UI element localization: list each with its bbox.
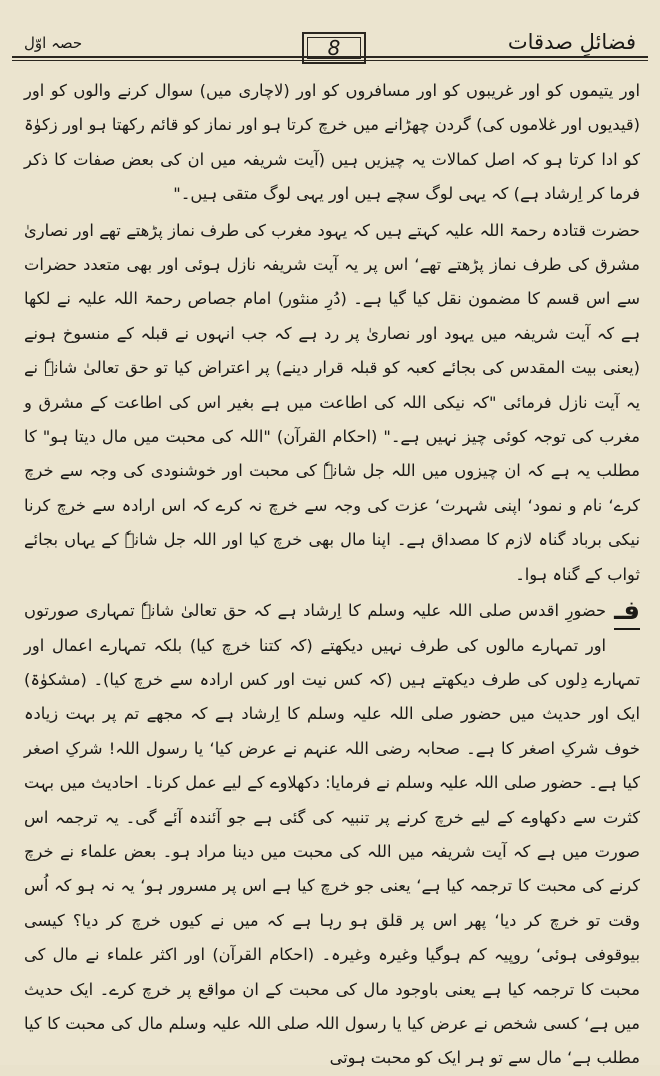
page-number: 8	[302, 32, 366, 64]
header-rule-thin	[12, 60, 648, 61]
page-header	[10, 14, 648, 70]
book-title: فضائلِ صدقات	[507, 30, 636, 54]
paragraph-2	[24, 214, 640, 592]
body-text	[24, 74, 640, 1076]
header-rule	[12, 56, 648, 58]
fa-label: فـ	[614, 594, 640, 630]
paragraph-3-text: حضورِ اقدس صلی اللہ علیہ وسلم کا اِرشاد ہے کہ حق تعالیٰ شانہٗ تمہاری صورتوں اور تمہارے مالوں کی طرف نہیں دیکھتے (کہ کتنا خرچ کیا) بلکہ تمہارے اعمال اور تمہارے دِلوں کی طرف دیکھتے ہیں (کہ کس نیت اور کس ارادہ سے خرچ کیا)۔ (مشکوٰۃ) ایک اور حدیث میں حضور صلی اللہ علیہ وسلم کا اِرشاد ہے کہ مجھے تم پر بہت زیادہ خوف شرکِ اصغر کا ہے۔ صحابہ رضی اللہ عنہم نے عرض کیا‘ یا رسول اللہ! شرکِ اصغر کیا ہے۔ حضور صلی اللہ علیہ وسلم نے فرمایا: دکھلاوے کے لیے عمل کرنا۔ احادیث میں بہت کثرت سے دکھاوے کے لیے خرچ کرنے پر تنبیہ کی گئی ہے جو آئندہ آئے گی۔ یہ ترجمہ اس صورت میں ہے کہ آیت شریفہ میں اللہ کی محبت میں دینا مراد ہو۔ بعض علماء نے خرچ کرنے کی محبت کا ترجمہ کیا ہے‘ یعنی جو خرچ کیا ہے اس پر مسرور ہو‘ یہ نہ ہو کہ اُس وقت تو خرچ کر دیا‘ پھر اس پر قلق ہو رہا ہے کہ میں نے کیوں خرچ کر دیا؟ کیسی بیوقوفی ہوئی‘ روپیہ کم ہوگیا وغیرہ وغیرہ۔ (احکام القرآن) اور اکثر علماء نے مال کی محبت کا ترجمہ کیا ہے یعنی باوجود مال کی محبت کے ان مواقع پر خرچ کرے۔ ایک حدیث میں ہے‘ کسی شخص نے عرض کیا یا رسول اللہ صلی اللہ علیہ وسلم مال کی محبت کا کیا مطلب ہے‘ مال سے تو ہر ایک کو محبت ہوتی	[24, 601, 640, 1068]
paragraph-3	[24, 594, 640, 1076]
part-label: حصہ اوّل	[24, 34, 83, 52]
paragraph-2-text: حضرت قتادہ رحمۃ اللہ علیہ کہتے ہیں کہ یہود مغرب کی طرف نماز پڑھتے تھے اور نصاریٰ مشرق کی طرف نماز پڑھتے تھے‘ اس پر یہ آیت شریفہ نازل ہوئی اور بھی متعدد حضرات سے اس قسم کا مضمون نقل کیا گیا ہے۔ (دُرِ منثور) امام جصاص رحمۃ اللہ علیہ نے لکھا ہے کہ آیت شریفہ میں یہود اور نصاریٰ پر رد ہے کہ جب انہوں نے قبلہ کے منسوخ ہونے (یعنی بیت المقدس کی بجائے کعبہ کو قبلہ قرار دینے) پر اعتراض کیا تو حق تعالیٰ شانہٗ نے یہ آیت نازل فرمائی "کہ نیکی اللہ کی اطاعت میں ہے بغیر اس کی اطاعت کے مشرق و مغرب کی توجہ کوئی چیز نہیں ہے۔" (احکام القرآن) "اللہ کی محبت میں مال دیتا ہو" کا مطلب یہ ہے کہ ان چیزوں میں اللہ جل شانہٗ کی محبت اور خوشنودی کی وجہ سے خرچ کرے‘ نام و نمود‘ اپنی شہرت‘ عزت کی وجہ سے خرچ نہ کرے کہ اس ارادہ سے خرچ کرنا نیکی برباد گناہ لازم کا مصداق ہے۔ اپنا مال بھی خرچ کیا اور اللہ جل شانہٗ کے یہاں بجائے ثواب کے گناہ ہوا۔	[24, 220, 640, 584]
paragraph-1: اور یتیموں کو اور غریبوں کو اور مسافروں کو اور (لاچاری میں) سوال کرنے والوں کو اور (قیدیوں اور غلاموں کی) گردن چھڑانے میں خرچ کرتا ہو اور نماز کو قائم رکھتا ہو اور زکوٰۃ کو ادا کرتا ہو کہ اصل کمالات یہ چیزیں ہیں (آیت شریفہ میں ان کی بعض صفات کا ذکر فرما کر اِرشاد ہے) کہ یہی لوگ سچے ہیں اور یہی لوگ متقی ہیں۔"	[24, 81, 640, 204]
